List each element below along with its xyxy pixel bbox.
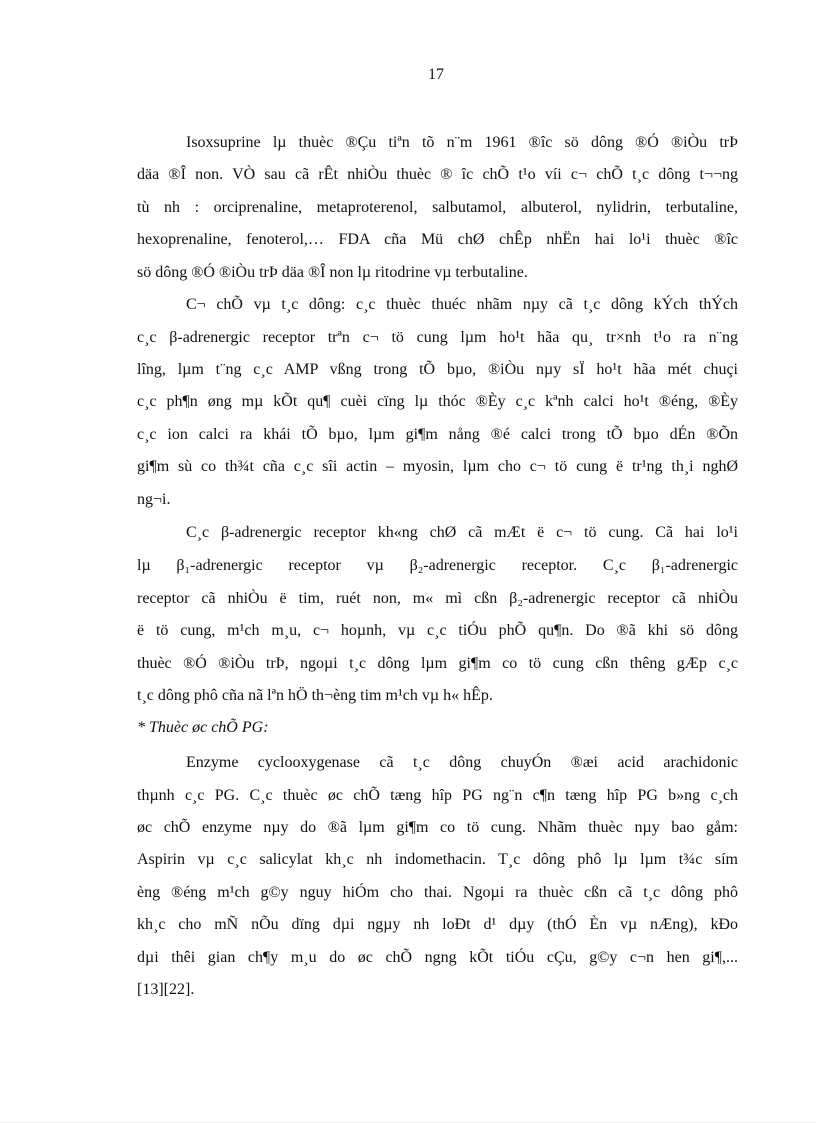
- text-line: dµi thêi gian ch¶y m¸u do øc chÕ ngng kÕt tiÓu cÇu, g©y c¬n hen gi¶,...: [137, 949, 738, 966]
- text-line: tù nh : orciprenaline, metaproterenol, salbutamol, albuterol, nylidrin, terbutaline,: [137, 199, 738, 216]
- text-line: lµ β₁-adrenergic receptor vµ β₂-adrenergic receptor. C¸c β₁-adrenergic: [137, 557, 738, 574]
- text-line: øc chÕ enzyme nµy do ®ã lµm gi¶m co tö cung. Nhãm thuèc nµy bao gåm:: [137, 819, 738, 836]
- section-heading: * Thuèc øc chÕ PG:: [137, 719, 269, 736]
- text-line: däa ®Î non. VÒ sau cã rÊt nhiÒu thuèc ® îc chÕ t¹o víi c¬ chÕ t¸c dông t¬¬ng: [137, 166, 738, 183]
- text-line: c¸c ion calci ra khái tÕ bµo, lµm gi¶m nång ®é calci trong tÕ bµo dÉn ®Õn: [137, 426, 738, 443]
- text-line: thµnh c¸c PG. C¸c thuèc øc chÕ tæng hîp PG ng¨n c¶n tæng hîp PG b»ng c¸ch: [137, 787, 738, 804]
- text-line: lîng, lµm t¨ng c¸c AMP vßng trong tÕ bµo, ®iÒu nµy sÏ ho¹t hãa mét chuçi: [137, 361, 738, 378]
- text-line: Isoxsuprine lµ thuèc ®Çu tiªn tõ n¨m 1961 ®îc sö dông ®Ó ®iÒu trÞ: [186, 134, 738, 151]
- text-line: thuèc ®Ó ®iÒu trÞ, ngoµi t¸c dông lµm gi¶m co tö cung cßn thêng gÆp c¸c: [137, 655, 738, 672]
- text-line: Aspirin vµ c¸c salicylat kh¸c nh indomethacin. T¸c dông phô lµ lµm t¾c sím: [137, 851, 738, 868]
- text-line: Enzyme cyclooxygenase cã t¸c dông chuyÓn ®æi acid arachidonic: [186, 754, 738, 771]
- text-line: [13][22].: [137, 981, 195, 998]
- text-line: kh¸c cho mÑ nÕu dïng dµi ngµy nh loÐt d¹ dµy (thÓ Èn vµ nÆng), kÐo: [137, 916, 738, 933]
- text-line: c¸c β-adrenergic receptor trªn c¬ tö cung lµm ho¹t hãa qu¸ tr×nh t¹o ra n¨ng: [137, 329, 738, 346]
- text-line: c¸c ph¶n øng mµ kÕt qu¶ cuèi cïng lµ thóc ®Èy c¸c kªnh calci ho¹t ®éng, ®Èy: [137, 393, 738, 410]
- text-line: ng¬i.: [137, 491, 171, 508]
- text-line: èng ®éng m¹ch g©y nguy hiÓm cho thai. Ngoµi ra thuèc cßn cã t¸c dông phô: [137, 884, 738, 901]
- page-number: 17: [428, 66, 444, 83]
- text-line: C¸c β-adrenergic receptor kh«ng chØ cã mÆt ë c¬ tö cung. Cã hai lo¹i: [186, 524, 738, 541]
- text-line: receptor cã nhiÒu ë tim, ruét non, m« mì cßn β₂-adrenergic receptor cã nhiÒu: [137, 590, 738, 607]
- text-line: sö dông ®Ó ®iÒu trÞ däa ®Î non lµ ritodrine vµ terbutaline.: [137, 264, 528, 281]
- text-line: hexoprenaline, fenoterol,… FDA cña Mü chØ chÊp nhËn hai lo¹i thuèc ®îc: [137, 231, 738, 248]
- text-line: gi¶m sù co th¾t cña c¸c sîi actin – myosin, lµm cho c¬ tö cung ë tr¹ng th¸i nghØ: [137, 458, 738, 475]
- text-line: t¸c dông phô cña nã lªn hÖ th¬èng tim m¹ch vµ h« hÊp.: [137, 687, 493, 704]
- text-line: C¬ chÕ vµ t¸c dông: c¸c thuèc thuéc nhãm nµy cã t¸c dông kÝch thÝch: [186, 296, 738, 313]
- text-line: ë tö cung, m¹ch m¸u, c¬ hoµnh, vµ c¸c tiÓu phÕ qu¶n. Do ®ã khi sö dông: [137, 622, 738, 639]
